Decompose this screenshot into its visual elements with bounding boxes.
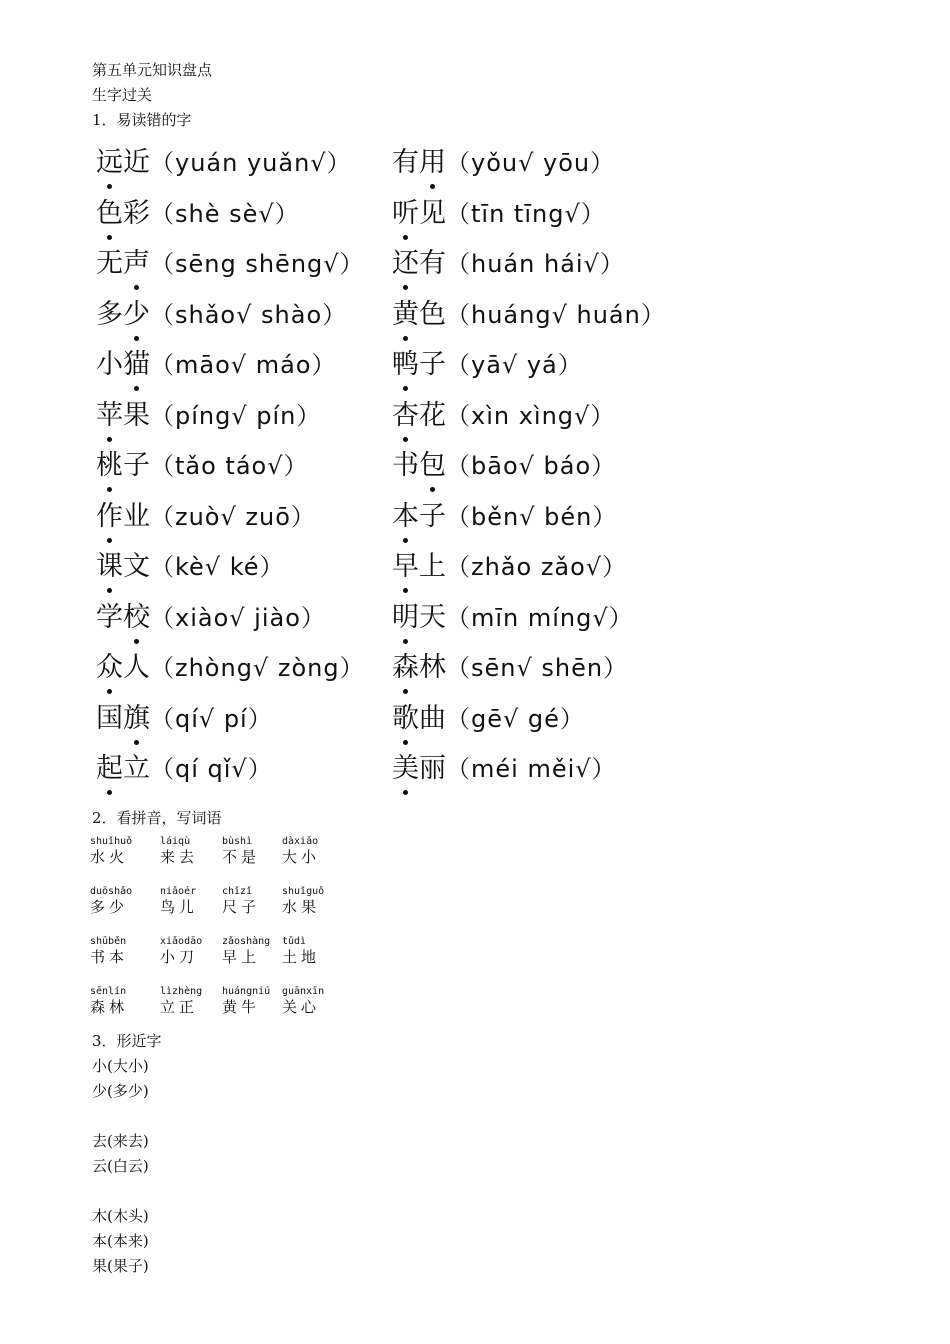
hanzi-text: 鸟儿 [160,898,199,916]
emphasis-dot [403,740,408,745]
pinyin-options: （gē√ gé） [446,704,585,733]
emphasis-dot [107,487,112,492]
misread-word: 书包 [392,446,446,486]
pinyin-text: láiqù [160,836,191,847]
pinyin-word [222,886,260,916]
similar-char-item: 本(本来) [92,1232,149,1250]
pinyin-options: （méi měi√） [446,755,617,783]
similar-char-item: 小(大小) [92,1057,149,1075]
pinyin-options: （zhǎo zǎo√） [446,553,628,581]
pinyin-text: duōshǎo [90,886,133,897]
similar-char-item: 云(白云) [92,1157,149,1175]
misread-word: 杏花 [392,396,446,436]
misread-word-item [96,345,336,385]
pinyin-text: tǔdì [282,936,307,947]
similar-char-item: 木(木头) [92,1207,149,1225]
hanzi-text: 立正 [160,998,199,1016]
hanzi-text: 关心 [282,998,321,1016]
misread-word: 学校 [96,598,150,638]
subsection-heading-3: 3．形近字 [92,1032,162,1050]
emphasis-dot [403,386,408,391]
emphasis-dot [134,639,139,644]
misread-word-item [96,396,321,436]
pinyin-options: （qí qǐ√） [150,755,273,783]
misread-word: 苹果 [96,396,150,436]
pinyin-word [282,886,324,916]
misread-word: 国旗 [96,699,150,739]
similar-char-item: 去(来去) [92,1132,149,1150]
emphasis-dot [403,639,408,644]
misread-word-item [392,446,616,486]
misread-word-item [96,547,285,587]
hanzi-text: 不是 [222,848,261,866]
pinyin-word [160,836,198,866]
misread-word: 还有 [392,244,446,284]
pinyin-options: （huáng√ huán） [446,300,666,329]
misread-word-item [392,547,627,587]
emphasis-dot [403,538,408,543]
pinyin-word [160,986,202,1016]
pinyin-word [222,986,270,1016]
misread-word-item [392,194,606,234]
pinyin-text: sēnlín [90,986,127,997]
emphasis-dot [403,336,408,341]
pinyin-options: （zhòng√ zòng） [150,654,365,682]
emphasis-dot [134,740,139,745]
pinyin-text: chǐzǐ [222,886,253,897]
pinyin-options: （bāo√ báo） [446,452,617,480]
hanzi-text: 黄牛 [222,998,261,1016]
misread-word-item [96,446,309,486]
pinyin-text: huángniú [222,986,271,997]
emphasis-dot [107,689,112,694]
emphasis-dot [107,588,112,593]
pinyin-text: dàxiǎo [282,836,319,847]
misread-word-item [392,648,628,688]
misread-word: 鸭子 [392,345,446,385]
pinyin-word [282,836,320,866]
pinyin-text: bùshì [222,836,253,847]
misread-word: 色彩 [96,194,150,234]
misread-word: 众人 [96,648,150,688]
emphasis-dot [403,235,408,240]
pinyin-options: （sēng shēng√） [150,250,365,278]
hanzi-text: 森林 [90,998,129,1016]
pinyin-text: shuǐhuǒ [90,836,133,847]
emphasis-dot [134,285,139,290]
hanzi-text: 书本 [90,948,129,966]
misread-word: 课文 [96,547,150,587]
pinyin-word [90,936,128,966]
hanzi-text: 小刀 [160,948,199,966]
pinyin-options: （māo√ máo） [150,351,337,379]
pinyin-options: （xìn xìng√） [446,401,616,430]
pinyin-text: shuǐguǒ [282,886,325,897]
misread-word-item [96,648,365,688]
hanzi-text: 尺子 [222,898,261,916]
pinyin-text: xiǎodāo [160,936,203,947]
hanzi-text: 大小 [282,848,321,866]
pinyin-word [90,836,132,866]
misread-word: 美丽 [392,749,446,789]
emphasis-dot [107,184,112,189]
misread-word-item [392,345,583,385]
emphasis-dot [107,790,112,795]
pinyin-options: （kè√ ké） [150,553,285,581]
emphasis-dot [403,285,408,290]
misread-word: 无声 [96,244,150,284]
misread-word: 明天 [392,598,446,638]
misread-word: 早上 [392,547,446,587]
hanzi-text: 水果 [282,898,321,916]
misread-word: 黄色 [392,295,446,335]
pinyin-options: （píng√ pín） [150,401,322,430]
misread-word: 远近 [96,143,150,183]
pinyin-word [160,886,198,916]
pinyin-text: guānxīn [282,986,325,997]
misread-word: 本子 [392,497,446,537]
emphasis-dot [134,386,139,391]
pinyin-text: lìzhèng [160,986,203,997]
emphasis-dot [430,487,435,492]
emphasis-dot [107,235,112,240]
emphasis-dot [403,437,408,442]
pinyin-options: （zuò√ zuō） [150,502,316,531]
hanzi-text: 多少 [90,898,129,916]
section-heading: 生字过关 [92,86,153,104]
pinyin-word [282,986,324,1016]
pinyin-text: shūběn [90,936,127,947]
emphasis-dot [403,790,408,795]
pinyin-options: （shǎo√ shào） [150,300,348,329]
emphasis-dot [134,336,139,341]
hanzi-text: 土地 [282,948,321,966]
misread-word: 森林 [392,648,446,688]
misread-word-item [392,244,625,284]
misread-word-item [96,244,365,284]
misread-word-item [96,194,300,234]
pinyin-word [90,986,128,1016]
similar-char-item: 果(果子) [92,1257,149,1275]
subsection-heading-2: 2．看拼音，写词语 [92,809,222,827]
misread-word-item [392,143,615,183]
pinyin-word [282,936,320,966]
hanzi-text: 来去 [160,848,199,866]
pinyin-options: （tīn tīng√） [446,199,606,228]
pinyin-word [160,936,202,966]
pinyin-options: （yā√ yá） [446,351,583,379]
misread-word: 多少 [96,295,150,335]
misread-word: 有用 [392,143,446,183]
misread-word-item [96,749,273,789]
misread-word-item [96,143,352,183]
emphasis-dot [107,538,112,543]
pinyin-options: （huán hái√） [446,250,625,278]
subsection-heading-1: 1．易读错的字 [92,111,192,129]
pinyin-options: （qí√ pí） [150,704,273,733]
pinyin-options: （shè sè√） [150,199,300,228]
misread-word: 听见 [392,194,446,234]
pinyin-options: （mīn míng√） [446,603,634,632]
pinyin-options: （xiào√ jiào） [150,603,326,632]
pinyin-word [222,936,270,966]
pinyin-options: （yǒu√ yōu） [446,149,616,177]
misread-word: 作业 [96,497,150,537]
pinyin-text: zǎoshàng [222,936,271,947]
misread-word: 小猫 [96,345,150,385]
hanzi-text: 早上 [222,948,261,966]
misread-word-item [392,295,666,335]
pinyin-options: （yuán yuǎn√） [150,149,352,177]
misread-word-item [96,699,273,739]
pinyin-options: （sēn√ shēn） [446,654,629,682]
misread-word: 歌曲 [392,699,446,739]
pinyin-word [222,836,260,866]
emphasis-dot [403,689,408,694]
pinyin-text: niǎoér [160,886,197,897]
pinyin-options: （běn√ bén） [446,502,618,531]
misread-word-item [392,396,615,436]
emphasis-dot [430,184,435,189]
misread-word-item [96,497,316,537]
emphasis-dot [107,437,112,442]
misread-word-item [392,598,634,638]
pinyin-options: （tǎo táo√） [150,452,309,480]
pinyin-word [90,886,132,916]
misread-word: 桃子 [96,446,150,486]
misread-word-item [96,295,347,335]
misread-word-item [392,749,617,789]
misread-word-item [96,598,326,638]
page-title: 第五单元知识盘点 [92,61,213,79]
similar-char-item: 少(多少) [92,1082,149,1100]
misread-word-item [392,699,585,739]
hanzi-text: 水火 [90,848,129,866]
misread-word: 起立 [96,749,150,789]
emphasis-dot [403,588,408,593]
misread-word-item [392,497,617,537]
